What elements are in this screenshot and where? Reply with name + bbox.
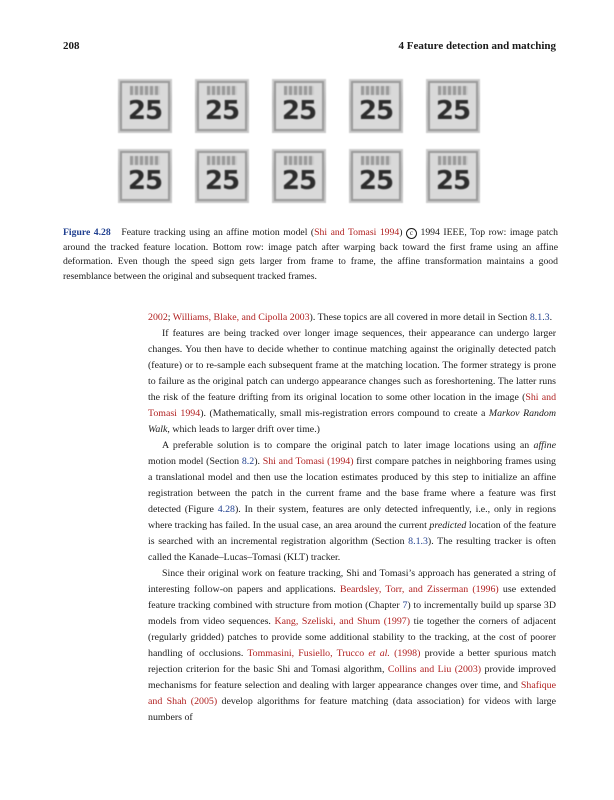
citation-link[interactable]: Shi and Tomasi (1994) <box>262 456 354 467</box>
sign-number: 25 <box>127 96 163 126</box>
citation-link[interactable]: Collins and Liu (2003) <box>387 664 482 675</box>
figure-bottom-row <box>118 149 480 203</box>
sign-number: 25 <box>204 166 240 196</box>
paragraph: 2002; Williams, Blake, and Cipolla 2003). These topics are all covered in more detail in Section 8.1.3. <box>148 312 553 323</box>
body-text <box>148 310 556 726</box>
page-number: 208 <box>63 40 80 52</box>
patch-thumbnail <box>118 79 172 133</box>
citation-link[interactable]: Kang, Szeliski, and Shum (1997) <box>274 616 411 627</box>
warped-patch-thumbnail <box>426 149 480 203</box>
figure-caption: Figure 4.28 Feature tracking using an affine motion model (Shi and Tomasi 1994) c 1994 IEEE, Top row: image patch around the tracked feature location. Bottom row: image patch after warping back toward the first frame using an affine deformation. Even though the speed sign gets larger from frame to frame, the affine transformation maintains a good resemblance between the original and subsequent tracked frames. <box>63 227 559 282</box>
warped-patch-thumbnail <box>349 149 403 203</box>
paragraph: Since their original work on feature tracking, Shi and Tomasi’s approach has generated a string of interesting follow-on papers and applications. Beardsley, Torr, and Zisserman (1996) use extended feature tracking combined with structure from motion (Chapter 7) to incrementally build up sparse 3D models from video sequences. Kang, Szeliski, and Shum (1997) tie together the corners of adjacent (regularly gridded) patches to provide some additional stability to the tracking, at the cost of poorer handling of occlusions. Tommasini, Fusiello, Trucco et al. (1998) provide a better spurious match rejection criterion for the basic Shi and Tomasi algorithm, Collins and Liu (2003) provide improved mechanisms for feature selection and dealing with larger appearance changes over time, and Shafique and Shah (2005) develop algorithms for feature matching (data association) for videos with large numbers of <box>148 568 557 723</box>
section-ref-link[interactable]: 8.2 <box>241 456 255 467</box>
warped-patch-thumbnail <box>195 149 249 203</box>
sign-number: 25 <box>204 96 240 126</box>
citation-link[interactable]: Tommasini, Fusiello, Trucco et al. (1998) <box>247 648 421 659</box>
patch-thumbnail <box>272 79 326 133</box>
paragraph: A preferable solution is to compare the original patch to later image locations using an affine motion model (Section 8.2). Shi and Tomasi (1994) first compare patches in neighboring frames using a translational model and then use the location estimates produced by this step to initialize an affine registration between the patch in the current frame and the base frame where a feature was first detected (Figure 4.28). In their system, features are only detected infrequently, i.e., only in regions where tracking has failed. In the usual case, an area around the current predicted location of the feature is searched with an incremental registration algorithm (Section 8.1.3). The resulting tracker is often called the Kanade–Lucas–Tomasi (KLT) tracker. <box>148 440 557 563</box>
figure-label: Figure 4.28 <box>63 227 111 238</box>
sign-number: 25 <box>127 166 163 196</box>
patch-thumbnail <box>195 79 249 133</box>
patch-thumbnail <box>426 79 480 133</box>
page-header <box>63 40 556 56</box>
figure-top-row <box>118 79 480 133</box>
warped-patch-thumbnail <box>118 149 172 203</box>
section-ref-link[interactable]: 8.1.3 <box>529 312 550 323</box>
section-ref-link[interactable]: 8.1.3 <box>408 536 428 547</box>
citation-link[interactable]: 2002 <box>148 312 168 323</box>
sign-number: 25 <box>281 96 317 126</box>
sign-number: 25 <box>281 166 317 196</box>
figure-ref-link[interactable]: 4.28 <box>217 504 235 515</box>
sign-number: 25 <box>358 166 394 196</box>
citation-link[interactable]: Williams, Blake, and Cipolla 2003 <box>172 312 310 323</box>
copyright-icon: c <box>406 228 417 239</box>
sign-number: 25 <box>358 96 394 126</box>
paragraph: If features are being tracked over longer image sequences, their appearance can undergo larger changes. You then have to decide whether to continue matching against the originally detected patch (feature) or to re-sample each subsequent frame at the matching location. The former strategy is prone to failure as the original patch can undergo appearance changes such as foreshortening. The latter runs the risk of the feature drifting from its original location to some other location in the image (Shi and Tomasi 1994). (Mathematically, small mis-registration errors compound to create a Markov Random Walk, which leads to larger drift over time.) <box>148 328 557 435</box>
chapter-title: 4 Feature detection and matching <box>398 40 556 52</box>
sign-number: 25 <box>435 96 471 126</box>
patch-thumbnail <box>349 79 403 133</box>
citation-link[interactable]: Shi and Tomasi 1994 <box>148 392 557 419</box>
citation-link[interactable]: Beardsley, Torr, and Zisserman (1996) <box>340 584 499 595</box>
warped-patch-thumbnail <box>272 149 326 203</box>
chapter-ref-link[interactable]: 7 <box>402 600 408 611</box>
sign-number: 25 <box>435 166 471 196</box>
citation-link[interactable]: Shafique and Shah (2005) <box>148 680 556 707</box>
citation-link[interactable]: Shi and Tomasi 1994 <box>314 227 400 238</box>
